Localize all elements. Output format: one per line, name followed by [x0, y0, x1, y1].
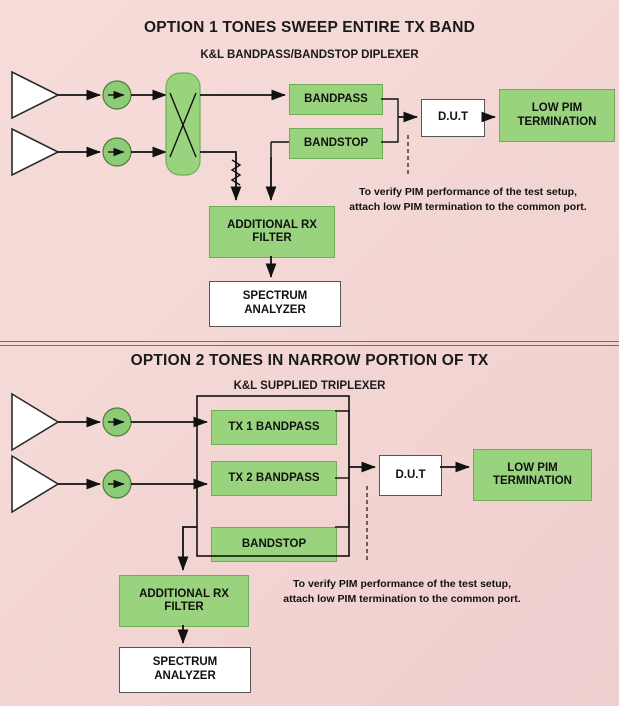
tx1-bandpass-block: TX 1 BANDPASS: [211, 410, 337, 445]
low-pim-termination-1-line1: LOW PIM: [531, 102, 583, 115]
spectrum-analyzer-1-line2: ANALYZER: [244, 304, 306, 316]
low-pim-termination-2: [473, 449, 592, 501]
additional-rx-filter-1-line2: FILTER: [252, 232, 292, 244]
dut-block-2: D.U.T: [379, 455, 442, 496]
option-1-title: OPTION 1 TONES SWEEP ENTIRE TX BAND: [143, 19, 476, 36]
low-pim-termination-2-line2: TERMINATION: [492, 475, 572, 487]
option-2-panel: [0, 344, 619, 706]
spectrum-analyzer-2: [119, 647, 251, 693]
dut-block-1: D.U.T: [421, 99, 485, 137]
tx2-bandpass-block: TX 2 BANDPASS: [211, 461, 337, 496]
additional-rx-filter-2-line1: ADDITIONAL RX: [139, 587, 229, 600]
option-2-subtitle: K&L SUPPLIED TRIPLEXER: [233, 380, 386, 392]
additional-rx-filter-2: [119, 575, 249, 627]
bandpass-block-1: BANDPASS: [289, 84, 383, 115]
spectrum-analyzer-2-line2: ANALYZER: [154, 670, 216, 682]
low-pim-termination-2-line1: LOW PIM: [507, 461, 558, 474]
option-1-panel: [0, 0, 619, 344]
option-2-title: OPTION 2 TONES IN NARROW PORTION OF TX: [130, 352, 489, 369]
spectrum-analyzer-1-line1: SPECTRUM: [242, 290, 308, 303]
low-pim-termination-1-line2: TERMINATION: [517, 115, 597, 128]
low-pim-termination-1: [499, 89, 615, 142]
option-2-note: To verify PIM performance of the test setup, attach low PIM termination to the common port.: [283, 578, 521, 606]
spectrum-analyzer-1: [209, 281, 341, 327]
option-1-note: To verify PIM performance of the test setup, attach low PIM termination to the common port.: [349, 186, 587, 214]
additional-rx-filter-2-line2: FILTER: [164, 601, 204, 613]
option-1-subtitle: K&L BANDPASS/BANDSTOP DIPLEXER: [200, 49, 419, 61]
bandstop-block-1: BANDSTOP: [289, 128, 383, 159]
additional-rx-filter-1: [209, 206, 335, 258]
additional-rx-filter-1-line1: ADDITIONAL RX: [227, 218, 317, 231]
bandstop-block-2: BANDSTOP: [211, 527, 337, 562]
spectrum-analyzer-2-line1: SPECTRUM: [152, 656, 218, 669]
